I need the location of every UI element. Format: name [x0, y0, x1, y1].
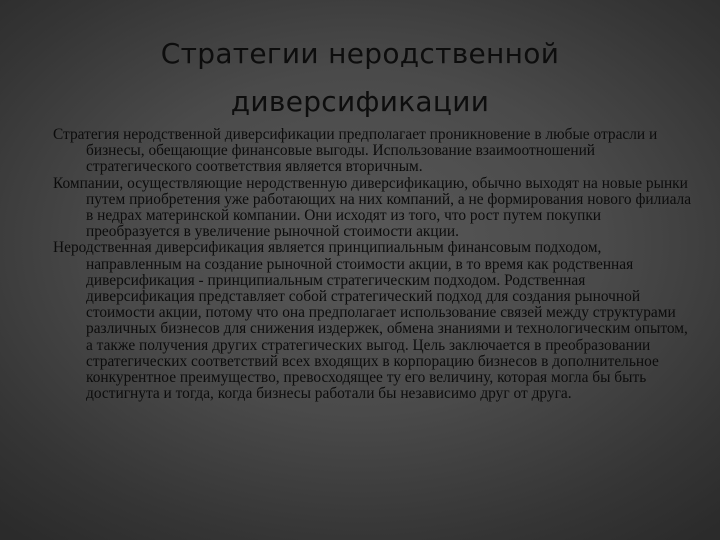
slide-title: [60, 30, 660, 126]
body-paragraph-3: Неродственная диверсификация является принципиальным финансовым подходом, направленным на создание рыночной стоимости акции, в то время как родственная диверсификация - принципиальным стратегическим подходом. Родственная диверсификация представляет собой стратегический подход для создания рыночной стоимости акции, потому что она предполагает использование связей между структурами различных бизнесов для снижения издержек, обмена знаниями и технологическим опытом, а также получения других стратегических выгод. Цель заключается в преобразовании стратегических соответствий всех входящих в корпорацию бизнесов в дополнительное конкурентное преимущество, превосходящее ту его величину, которая могла бы быть достигнута и тогда, когда бизнесы работали бы независимо друг от друга.: [53, 239, 688, 403]
body-paragraph-1: Стратегия неродственной диверсификации предполагает проникновение в любые отрасли и бизнесы, обещающие финансовые выгоды. Использование взаимоотношений стратегического соответствия является вторичным.: [53, 126, 658, 176]
body-paragraph-2: Компании, осуществляющие неродственную диверсификацию, обычно выходят на новые рынки путем приобретения уже работающих на них компаний, а не формирования нового филиала в недрах материнской компании. Они исходят из того, что рост путем покупки преобразуется в увеличение рыночной стоимости акции.: [53, 174, 692, 241]
slide-title-line-2: диверсификации: [230, 85, 490, 118]
slide-body: [53, 127, 693, 402]
slide-title-line-1: Стратегии неродственной: [160, 37, 560, 70]
